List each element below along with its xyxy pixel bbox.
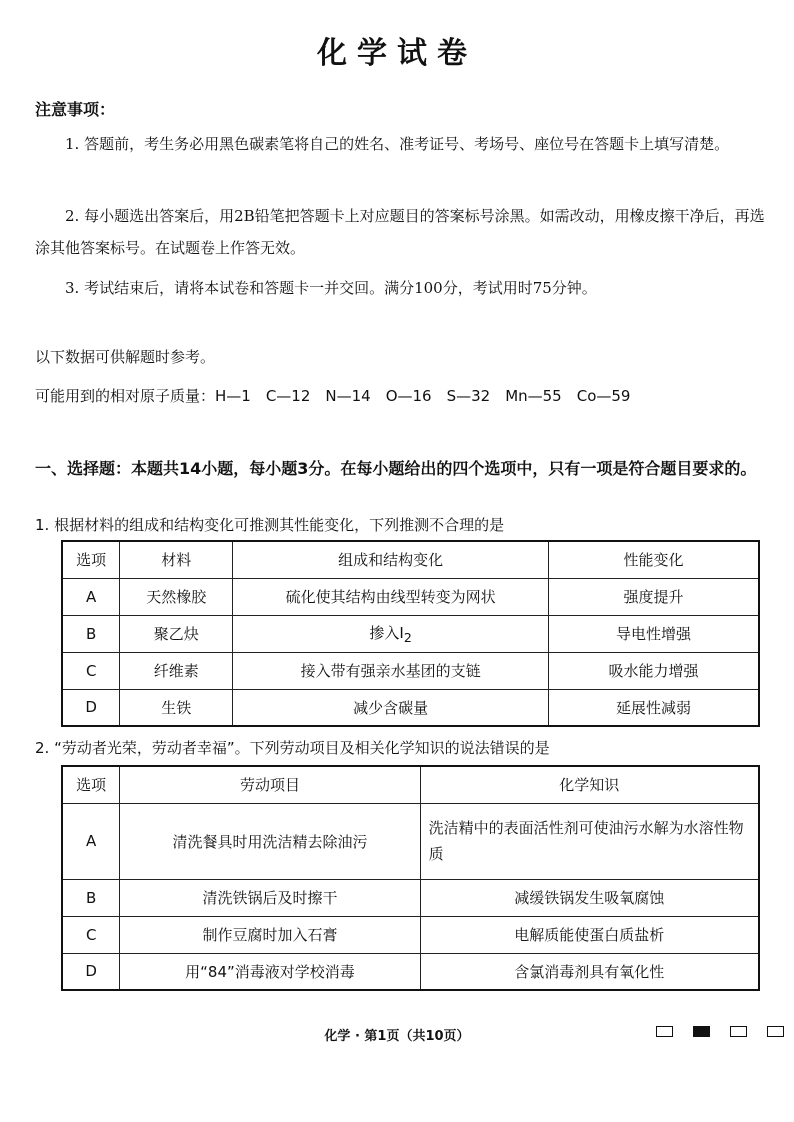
option-label: A: [62, 803, 120, 879]
table-cell: 聚乙炔: [120, 615, 233, 652]
table-header-row: [62, 766, 759, 803]
table-cell: 纤维素: [120, 652, 233, 689]
table-cell: 生铁: [120, 689, 233, 726]
table-row: [62, 879, 759, 916]
header-cell: 选项: [62, 541, 120, 578]
table-cell: 天然橡胶: [120, 578, 233, 615]
header-cell: 劳动项目: [120, 766, 420, 803]
table-cell: 制作豆腐时加入石膏: [120, 916, 420, 953]
option-label: D: [62, 953, 120, 990]
page-footer: 化学 · 第1页（共10页）: [324, 1029, 470, 1044]
table-cell: 清洗铁锅后及时擦干: [120, 879, 420, 916]
table-row: [62, 615, 759, 652]
option-label: D: [62, 689, 120, 726]
table-row: [62, 578, 759, 615]
table-cell: 电解质能使蛋白质盐析: [420, 916, 759, 953]
page-title: 化学试卷: [317, 36, 477, 71]
table-cell: 延展性减弱: [549, 689, 759, 726]
question-1-stem: 1. 根据材料的组成和结构变化可推测其性能变化，下列推测不合理的是: [35, 516, 505, 534]
option-label: A: [62, 578, 120, 615]
option-label: B: [62, 879, 120, 916]
header-cell: 性能变化: [549, 541, 759, 578]
header-cell: 组成和结构变化: [233, 541, 549, 578]
page-marker-box: [656, 1026, 673, 1037]
table-row: [62, 652, 759, 689]
section-heading: 一、选择题：本题共14小题，每小题3分。在每小题给出的四个选项中，只有一项是符合题目要求的。: [35, 459, 757, 478]
page-marker-box-filled: [693, 1026, 710, 1037]
table-cell: 硫化使其结构由线型转变为网状: [233, 578, 549, 615]
question-1-table: [61, 540, 760, 727]
option-label: B: [62, 615, 120, 652]
question-2-table: [61, 765, 760, 991]
header-cell: 选项: [62, 766, 120, 803]
page-marker-boxes: [656, 1026, 784, 1037]
page-marker-box: [730, 1026, 747, 1037]
table-cell: 接入带有强亲水基团的支链: [233, 652, 549, 689]
table-cell: 减缓铁锅发生吸氧腐蚀: [420, 879, 759, 916]
table-cell: 用“84”消毒液对学校消毒: [120, 953, 420, 990]
notice-item-2: 2. 每小题选出答案后，用2B铅笔把答题卡上对应题目的答案标号涂黑。如需改动，用橡皮擦干净后，再选涂其他答案标号。在试题卷上作答无效。: [35, 207, 765, 257]
table-header-row: [62, 541, 759, 578]
page-marker-box: [767, 1026, 784, 1037]
table-cell: 减少含碳量: [233, 689, 549, 726]
table-cell: 导电性增强: [549, 615, 759, 652]
table-cell: 洗洁精中的表面活性剂可使油污水解为水溶性物质: [420, 803, 759, 879]
option-label: C: [62, 652, 120, 689]
table-row: [62, 803, 759, 879]
table-cell: 强度提升: [549, 578, 759, 615]
table-cell: [233, 615, 549, 652]
notice-item-1: 1. 答题前，考生务必用黑色碳素笔将自己的姓名、准考证号、考场号、座位号在答题卡上填写清楚。: [65, 135, 730, 153]
table-cell: 吸水能力增强: [549, 652, 759, 689]
table-cell: 清洗餐具时用洗洁精去除油污: [120, 803, 420, 879]
atomic-masses: 可能用到的相对原子质量：H—1 C—12 N—14 O—16 S—32 Mn—55 Co—59: [35, 387, 631, 405]
notice-heading: 注意事项：: [35, 100, 116, 119]
table-row: [62, 689, 759, 726]
question-2-stem: 2. “劳动者光荣，劳动者幸福”。下列劳动项目及相关化学知识的说法错误的是: [35, 739, 550, 757]
header-cell: 材料: [120, 541, 233, 578]
formula-text: 掺入I: [369, 624, 404, 642]
notice-item-3: 3. 考试结束后，请将本试卷和答题卡一并交回。满分100分，考试用时75分钟。: [65, 279, 597, 297]
formula-subscript: 2: [403, 630, 412, 645]
table-row: [62, 916, 759, 953]
table-row: [62, 953, 759, 990]
reference-intro: 以下数据可供解题时参考。: [35, 348, 216, 366]
option-label: C: [62, 916, 120, 953]
table-cell: 含氯消毒剂具有氧化性: [420, 953, 759, 990]
header-cell: 化学知识: [420, 766, 759, 803]
